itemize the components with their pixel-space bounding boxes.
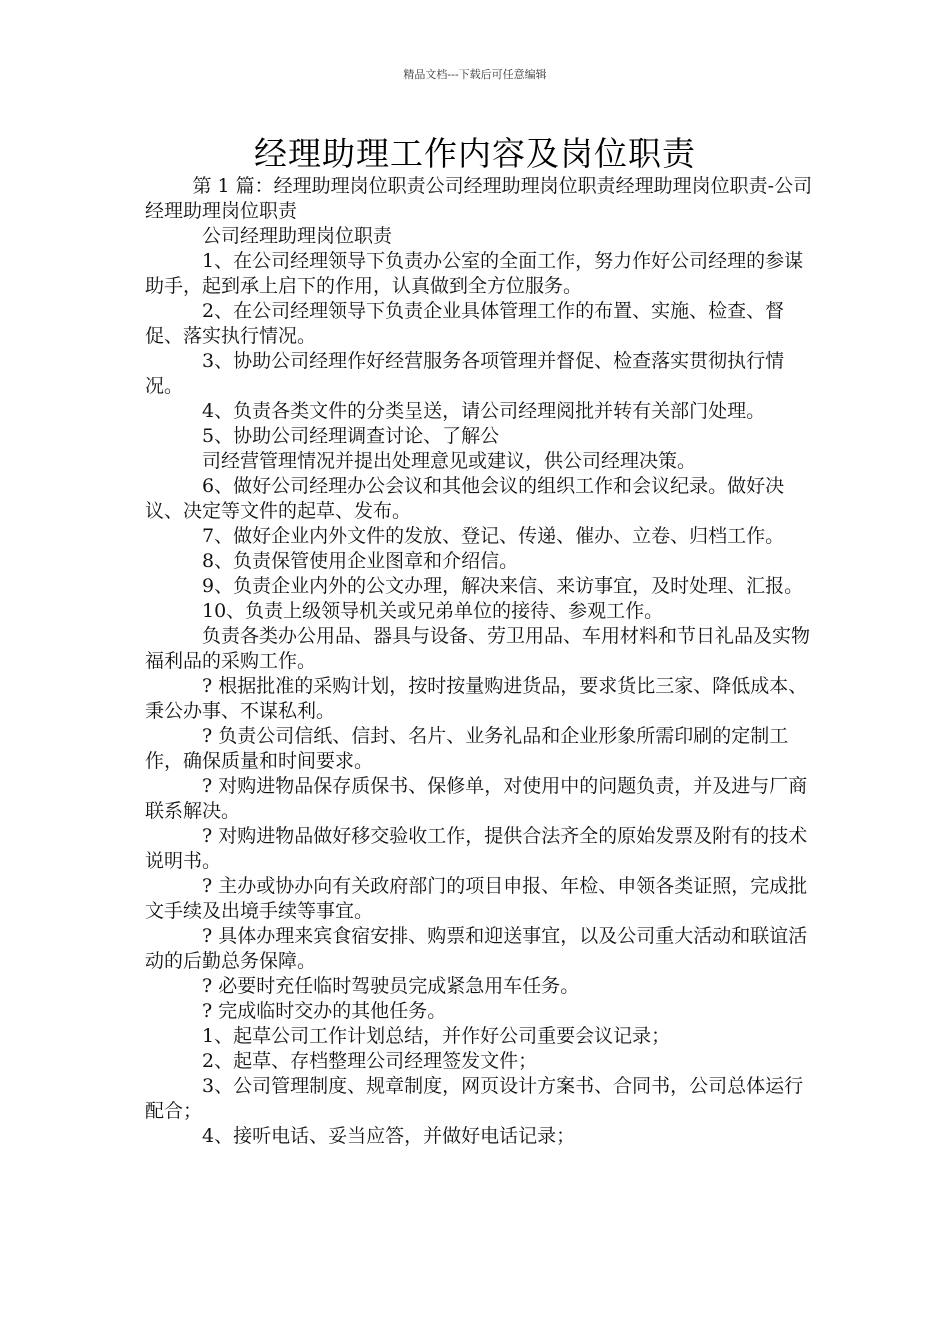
list-item: ? 对购进物品做好移交验收工作，提供合法齐全的原始发票及附有的技术说明书。 [145, 825, 808, 872]
paragraph: 1、起草公司工作计划总结，并作好公司重要会议记录； [202, 1025, 671, 1047]
list-item: ? 主办或协办向有关政府部门的项目申报、年检、申领各类证照，完成批文手续及出境手续等事宜。 [145, 875, 808, 922]
paragraph: 5、协助公司经理调查讨论、了解公 [202, 425, 500, 447]
paragraph: 6、做好公司经理办公会议和其他会议的组织工作和会议纪录。做好决议、决定等文件的起草、发布。 [145, 475, 785, 522]
paragraph: 8、负责保管使用企业图章和介绍信。 [202, 550, 519, 572]
paragraph: 7、做好企业内外文件的发放、登记、传递、催办、立卷、归档工作。 [202, 525, 785, 547]
list-item: ? 根据批准的采购计划，按时按量购进货品，要求货比三家、降低成本、秉公办事、不谋私利。 [145, 675, 808, 722]
document-body [145, 174, 815, 1149]
page-header-note: 精品文档---下载后可任意编辑 [403, 68, 547, 81]
paragraph: 负责各类办公用品、器具与设备、劳卫用品、车用材料和节日礼品及实物福利品的采购工作。 [145, 625, 811, 672]
list-item: ? 具体办理来宾食宿安排、购票和迎送事宜，以及公司重大活动和联谊活动的后勤总务保障。 [145, 925, 808, 972]
paragraph: 3、公司管理制度、规章制度，网页设计方案书、合同书，公司总体运行配合； [145, 1075, 804, 1122]
document-title: 经理助理工作内容及岗位职责 [254, 134, 696, 173]
paragraph: 4、负责各类文件的分类呈送，请公司经理阅批并转有关部门处理。 [202, 400, 766, 422]
list-item: ? 对购进物品保存质保书、保修单，对使用中的问题负责，并及进与厂商联系解决。 [145, 775, 808, 822]
paragraph: 司经营管理情况并提出处理意见或建议，供公司经理决策。 [202, 450, 697, 472]
list-item: ? 负责公司信纸、信封、名片、业务礼品和企业形象所需印刷的定制工作，确保质量和时间要求。 [145, 725, 789, 772]
paragraph: 3、协助公司经理作好经营服务各项管理并督促、检查落实贯彻执行情况。 [145, 350, 785, 397]
list-item: ? 必要时充任临时驾驶员完成紧急用车任务。 [202, 975, 580, 997]
list-item: ? 完成临时交办的其他任务。 [202, 1000, 447, 1022]
paragraph-section-heading: 第 1 篇：经理助理岗位职责公司经理助理岗位职责经理助理岗位职责-公司经理助理岗位职责 [145, 175, 813, 222]
paragraph: 4、接听电话、妥当应答，并做好电话记录； [202, 1125, 576, 1147]
paragraph-subheading: 公司经理助理岗位职责 [202, 225, 393, 247]
paragraph: 9、负责企业内外的公文办理，解决来信、来访事宜，及时处理、汇报。 [202, 575, 804, 597]
paragraph: 1、在公司经理领导下负责办公室的全面工作，努力作好公司经理的参谋助手，起到承上启下的作用，认真做到全方位服务。 [145, 250, 804, 297]
paragraph: 10、负责上级领导机关或兄弟单位的接待、参观工作。 [202, 600, 664, 622]
paragraph: 2、在公司经理领导下负责企业具体管理工作的布置、实施、检查、督促、落实执行情况。 [145, 300, 785, 347]
paragraph: 2、起草、存档整理公司经理签发文件； [202, 1050, 538, 1072]
